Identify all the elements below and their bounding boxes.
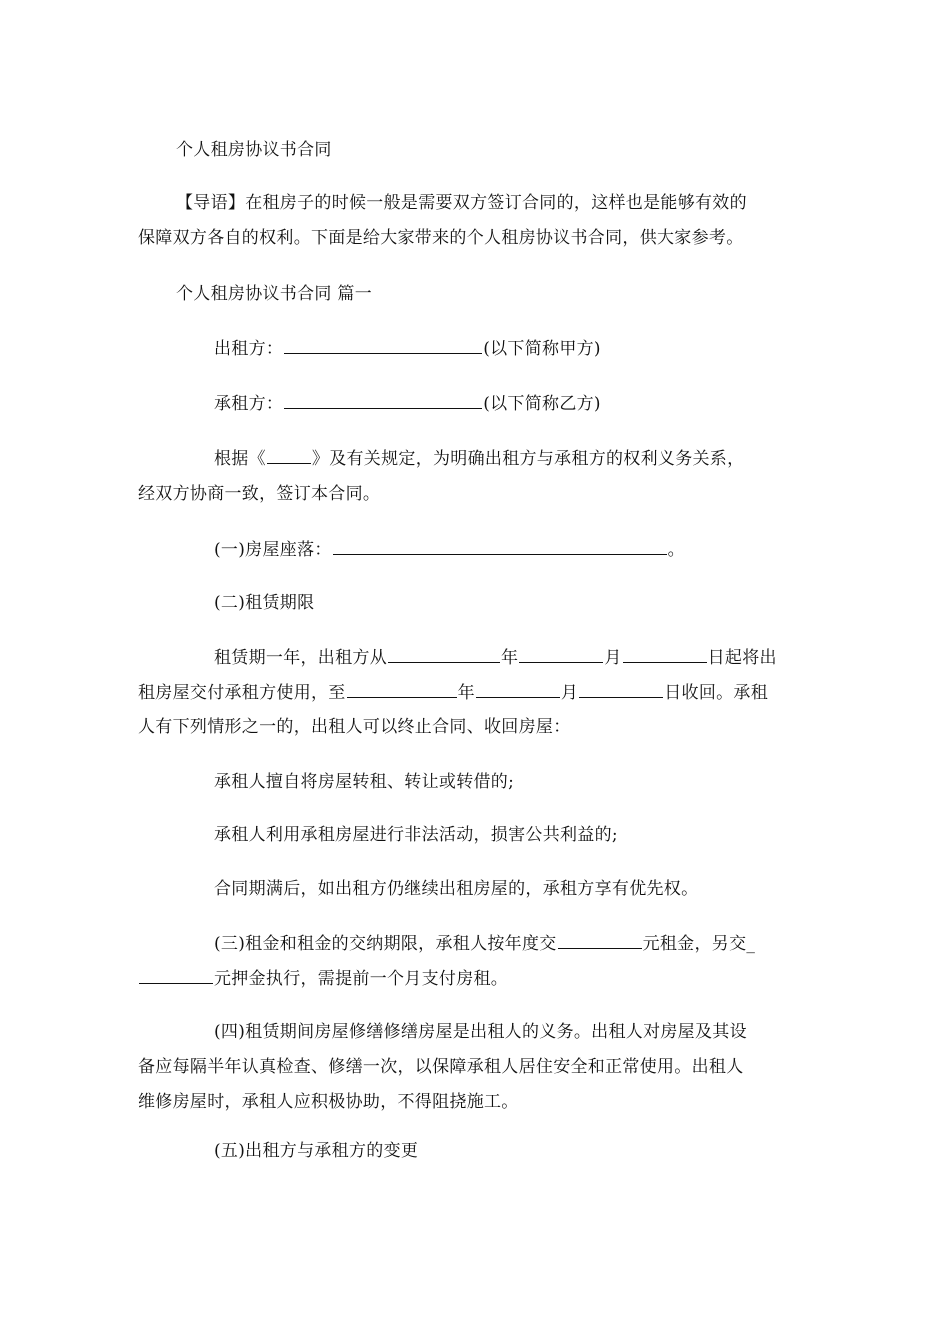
lessee-line	[214, 391, 601, 416]
clause-2-title: (二)租赁期限	[214, 593, 315, 613]
basis-line-2: 经双方协商一致，签订本合同。	[138, 484, 381, 504]
lessee-label: 承租方：	[214, 394, 284, 414]
clause-4-line-2: 备应每隔半年认真检查、修缮一次，以保障承租人居住安全和正常使用。出租人	[138, 1057, 744, 1077]
clause-5-title: (五)出租方与承租方的变更	[214, 1141, 419, 1161]
clause-3-text-b: 元租金，另交_	[642, 934, 756, 954]
term-line-3: 人有下列情形之一的，出租人可以终止合同、收回房屋：	[138, 717, 571, 737]
clause-3-line-1	[214, 931, 755, 956]
basis-law-blank	[267, 446, 311, 464]
lessor-suffix: (以下简称甲方)	[483, 339, 601, 359]
lessor-blank	[284, 336, 482, 354]
section-title: 个人租房协议书合同 篇一	[176, 284, 373, 304]
term-line-1	[214, 645, 777, 670]
clause-3-text-c: 元押金执行，需提前一个月支付房租。	[214, 969, 509, 989]
term-l2-month: 月	[560, 683, 579, 703]
termination-case-2: 承租人利用承租房屋进行非法活动，损害公共利益的;	[214, 825, 618, 845]
deposit-amount-blank	[139, 966, 213, 984]
clause-4-line-3: 维修房屋时，承租人应积极协助，不得阻挠施工。	[138, 1092, 519, 1112]
basis-prefix: 根据《	[214, 449, 266, 469]
basis-suffix: 》及有关规定，为明确出租方与承租方的权利义务关系，	[311, 449, 745, 469]
clause-3-text-a: (三)租金和租金的交纳期限，承租人按年度交	[214, 934, 557, 954]
termination-case-1: 承租人擅自将房屋转租、转让或转借的;	[214, 772, 515, 792]
end-year-blank	[347, 680, 457, 698]
clause-3-line-2	[138, 966, 508, 991]
term-l2-text: 租房屋交付承租方使用，至	[138, 683, 346, 703]
clause-1-line	[214, 537, 685, 562]
term-line-2	[138, 680, 768, 705]
clause-1-end: 。	[667, 540, 685, 560]
lessor-line	[214, 336, 601, 361]
term-l2-day: 日收回。承租	[664, 683, 769, 703]
end-month-blank	[476, 680, 560, 698]
document-title: 个人租房协议书合同	[176, 140, 332, 160]
start-year-blank	[388, 645, 500, 663]
term-l1-month: 月	[604, 648, 622, 668]
term-l1-year: 年	[501, 648, 519, 668]
term-l1-day: 日起将出	[707, 648, 777, 668]
clause-1-label: (一)房屋座落：	[214, 540, 332, 560]
lessor-label: 出租方：	[214, 339, 284, 359]
property-location-blank	[333, 537, 667, 555]
start-day-blank	[623, 645, 707, 663]
intro-line-2: 保障双方各自的权利。下面是给大家带来的个人租房协议书合同，供大家参考。	[138, 228, 744, 248]
termination-case-3: 合同期满后，如出租方仍继续出租房屋的，承租方享有优先权。	[214, 879, 699, 899]
rent-amount-blank	[558, 931, 642, 949]
term-l1-text: 租赁期一年，出租方从	[214, 648, 387, 668]
clause-4-line-1: (四)租赁期间房屋修缮修缮房屋是出租人的义务。出租人对房屋及其设	[214, 1022, 747, 1042]
intro-line-1: 【导语】在租房子的时候一般是需要双方签订合同的，这样也是能够有效的	[176, 193, 747, 213]
start-month-blank	[519, 645, 603, 663]
basis-line-1	[214, 446, 744, 471]
lessee-blank	[284, 391, 482, 409]
end-day-blank	[579, 680, 663, 698]
term-l2-year: 年	[457, 683, 475, 703]
lessee-suffix: (以下简称乙方)	[483, 394, 601, 414]
